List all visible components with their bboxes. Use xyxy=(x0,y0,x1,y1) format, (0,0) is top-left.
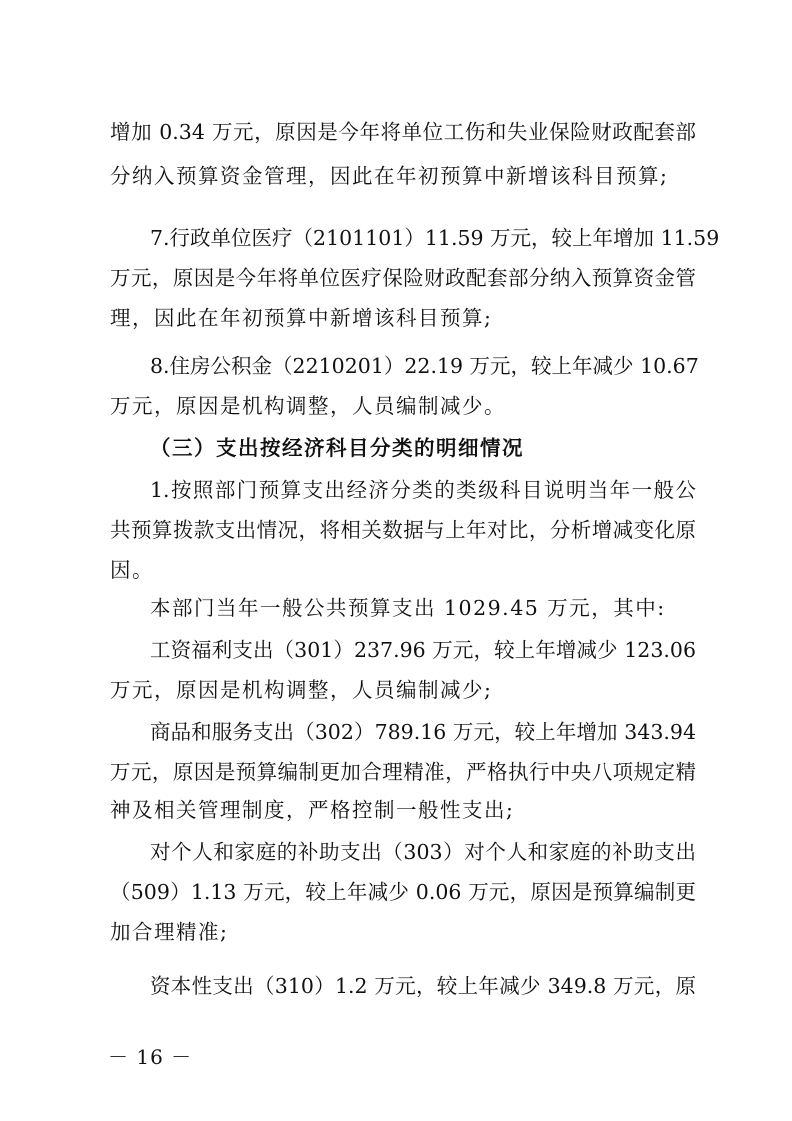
text-line-7: 万元，原因是机构调整，人员编制减少。 xyxy=(110,394,506,418)
text-line-2: 分纳入预算资金管理，因此在年初预算中新增该科目预算; xyxy=(110,164,669,188)
text-line-16: 万元，原因是预算编制更加合理精准，严格执行中央八项规定精 xyxy=(110,760,696,784)
text-line-17: 神及相关管理制度，严格控制一般性支出; xyxy=(110,798,515,822)
page-number: － 16 － xyxy=(108,1045,193,1069)
text-line-18: 对个人和家庭的补助支出（303）对个人和家庭的补助支出 xyxy=(150,840,696,864)
text-line-6: 8.住房公积金（2210201）22.19 万元，较上年减少 10.67 xyxy=(150,354,699,378)
section-heading: （三）支出按经济科目分类的明细情况 xyxy=(150,436,524,460)
text-line-11: 因。 xyxy=(110,558,154,582)
text-line-14: 万元，原因是机构调整，人员编制减少; xyxy=(110,678,493,702)
text-line-20: 加合理精准; xyxy=(110,920,229,944)
text-line-21: 资本性支出（310）1.2 万元，较上年减少 349.8 万元，原 xyxy=(150,974,696,998)
text-line-3: 7.行政单位医疗（2101101）11.59 万元，较上年增加 11.59 xyxy=(150,226,720,250)
text-line-1: 增加 0.34 万元，原因是今年将单位工伤和失业保险财政配套部 xyxy=(110,120,696,144)
text-line-9: 1.按照部门预算支出经济分类的类级科目说明当年一般公 xyxy=(150,478,696,502)
text-line-19: （509）1.13 万元，较上年减少 0.06 万元，原因是预算编制更 xyxy=(110,880,696,904)
text-line-4: 万元，原因是今年将单位医疗保险财政配套部分纳入预算资金管 xyxy=(110,266,696,290)
text-line-10: 共预算拨款支出情况，将相关数据与上年对比，分析增减变化原 xyxy=(110,518,696,542)
text-line-13: 工资福利支出（301）237.96 万元，较上年增减少 123.06 xyxy=(150,638,696,662)
text-line-12: 本部门当年一般公共预算支出 1029.45 万元，其中: xyxy=(150,596,666,620)
text-line-15: 商品和服务支出（302）789.16 万元，较上年增加 343.94 xyxy=(150,720,696,744)
text-line-5: 理，因此在年初预算中新增该科目预算; xyxy=(110,306,493,330)
